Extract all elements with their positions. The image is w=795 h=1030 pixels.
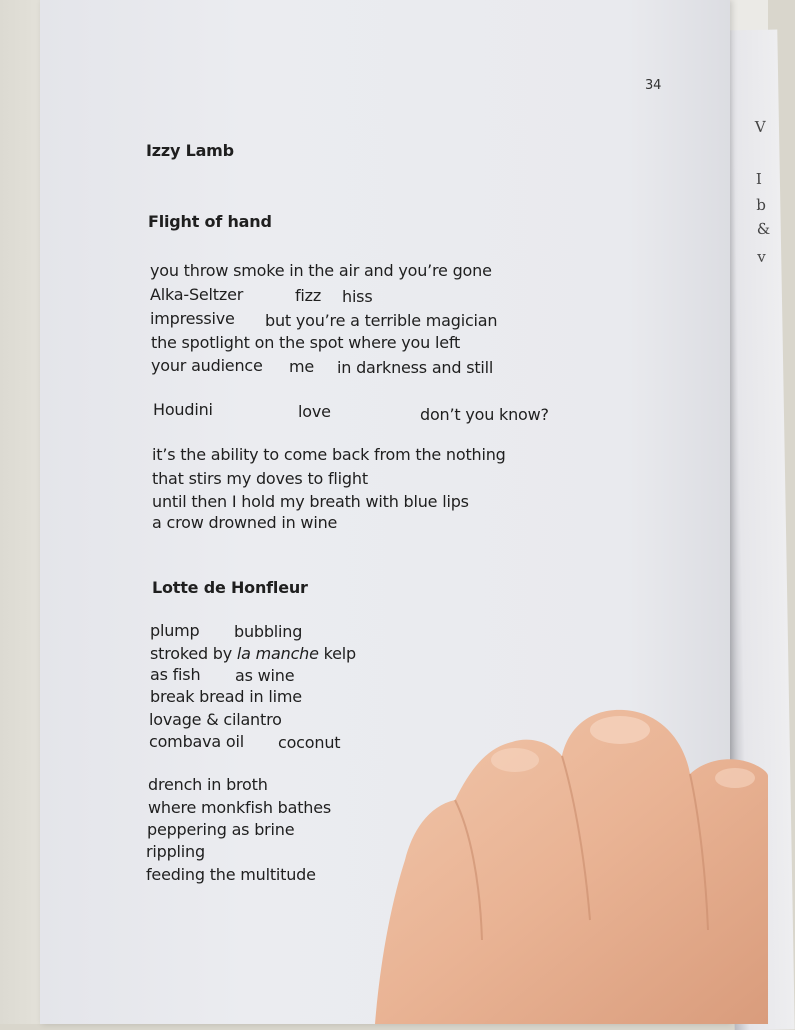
poem-line: combava oil bbox=[149, 732, 244, 751]
poem-line-part: stroked by bbox=[150, 644, 237, 663]
next-page-fragment: v bbox=[757, 247, 766, 266]
fingernail-highlight bbox=[590, 716, 650, 744]
poem-line: break bread in lime bbox=[150, 687, 302, 706]
poem-line: rippling bbox=[146, 842, 205, 861]
fingernail-highlight bbox=[715, 768, 755, 788]
poem-line: feeding the multitude bbox=[146, 865, 316, 884]
poem-line: the spotlight on the spot where you left bbox=[151, 333, 461, 352]
poem-line: you throw smoke in the air and you’re gone bbox=[150, 261, 492, 280]
poem-title: Lotte de Honfleur bbox=[152, 578, 308, 597]
poem-line: peppering as brine bbox=[147, 820, 295, 839]
poem-line: Houdini bbox=[153, 400, 213, 419]
poem-line: lovage & cilantro bbox=[149, 710, 282, 729]
poem-line: hiss bbox=[342, 287, 373, 306]
next-page-fragment: I bbox=[755, 169, 762, 188]
page-number: 34 bbox=[645, 78, 662, 93]
hand-fingers bbox=[375, 710, 768, 1024]
poem-line: love bbox=[298, 402, 331, 421]
poem-line: bubbling bbox=[234, 622, 303, 641]
poem-line: where monkfish bathes bbox=[148, 798, 332, 817]
poem-line: plump bbox=[150, 621, 200, 640]
poem-line: that stirs my doves to flight bbox=[152, 469, 368, 488]
poem-line: but you’re a terrible magician bbox=[265, 311, 498, 330]
poem-line: don’t you know? bbox=[420, 405, 549, 424]
poem-line: a crow drowned in wine bbox=[152, 513, 338, 532]
fingernail-highlight bbox=[491, 748, 539, 772]
poem-line: until then I hold my breath with blue lips bbox=[152, 492, 469, 511]
next-page-fragment: V bbox=[754, 117, 766, 136]
poem-line: as fish bbox=[150, 665, 201, 684]
poem-line-part: kelp bbox=[318, 644, 357, 663]
poem-line: Alka-Seltzer bbox=[150, 285, 244, 304]
poem-line: impressive bbox=[150, 309, 235, 328]
next-page-fragment: & bbox=[756, 219, 771, 238]
poem-line: in darkness and still bbox=[337, 358, 494, 377]
poem-line: it’s the ability to come back from the nothing bbox=[152, 445, 506, 464]
poem-line: coconut bbox=[278, 733, 341, 752]
poem-title: Flight of hand bbox=[148, 212, 272, 231]
poem-line: fizz bbox=[295, 286, 322, 305]
poem-line: drench in broth bbox=[148, 775, 268, 794]
poem-line: me bbox=[289, 357, 315, 376]
poem-line: your audience bbox=[151, 356, 263, 375]
poem-line: as wine bbox=[235, 666, 295, 685]
next-page-fragment: b bbox=[756, 195, 767, 214]
poem-line-italic: la manche bbox=[236, 644, 319, 663]
author-name: Izzy Lamb bbox=[146, 141, 234, 160]
